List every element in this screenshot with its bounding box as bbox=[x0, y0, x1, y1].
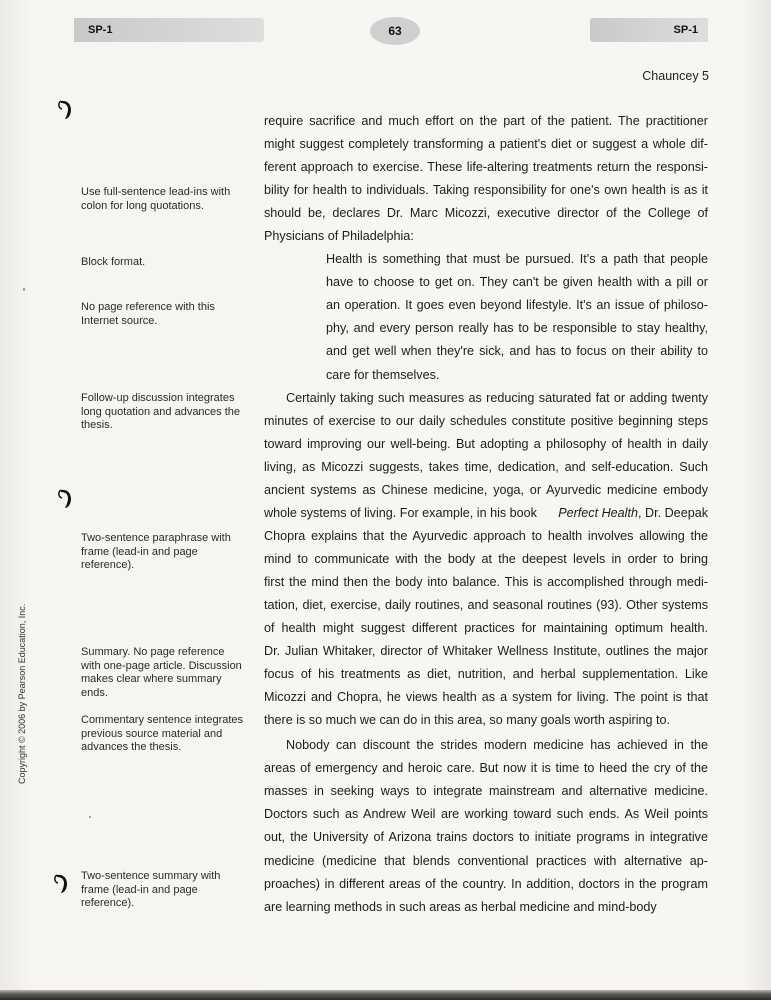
section-tab-left: SP-1 bbox=[74, 18, 264, 42]
body-text bbox=[264, 110, 708, 919]
pilcrow-icon bbox=[58, 100, 72, 120]
text-line: ancient systems as Chinese medicine, yoga, or Ayurvedic medicine embody bbox=[264, 482, 708, 497]
pilcrow-icon bbox=[58, 489, 72, 509]
text-line: minutes of exercise to our daily schedules constitute positive beginning steps bbox=[264, 413, 708, 428]
speck bbox=[23, 288, 25, 291]
section-tab-right: SP-1 bbox=[590, 18, 708, 42]
text-line: care for themselves. bbox=[326, 367, 440, 382]
margin-note-follow-up: Follow-up discussion integrates long quotation and advances the thesis. bbox=[81, 392, 241, 432]
text-line: are learning methods in such areas as herbal medicine and mind-body bbox=[264, 899, 657, 914]
text-line: toward improving our well-being. But adopting a philosophy of health in daily bbox=[264, 436, 708, 451]
text-line: masses in seeking ways to integrate mainstream and alternative medicine. bbox=[264, 784, 708, 799]
text-line: focus of his treatments as diet, nutrition, and herbal supplementation. Like bbox=[264, 667, 708, 682]
text-line: have to choose to get on. They can't be given health with a pill or bbox=[326, 275, 708, 290]
text-line: there is so much we can do in this area, so many goals worth aspiring to. bbox=[264, 713, 671, 728]
text-run bbox=[558, 502, 708, 525]
text-line: Physicians of Philadelphia: bbox=[264, 229, 414, 244]
text-run: , Dr. Deepak bbox=[638, 505, 708, 520]
text-line: first the mind then the body into balance. This is accomplished through medi- bbox=[264, 574, 708, 589]
paragraph bbox=[264, 110, 708, 248]
text-line: require sacrifice and much effort on the part of the patient. The practitioner bbox=[264, 114, 708, 128]
text-line: tation, diet, exercise, daily routines, and seasonal routines (93). Other systems bbox=[264, 597, 708, 612]
text-line: Dr. Julian Whitaker, director of Whitaker Wellness Institute, outlines the major bbox=[264, 644, 708, 659]
margin-note-paraphrase: Two-sentence paraphrase with frame (lead-in and page reference). bbox=[81, 532, 231, 572]
margin-note-lead-ins: Use full-sentence lead-ins with colon for long quotations. bbox=[81, 186, 231, 212]
text-line: areas of emergency and heroic care. But now it is time to heed the cry of the bbox=[264, 761, 708, 776]
text-line: ferent approach to exercise. These life-altering treatments return the responsi- bbox=[264, 160, 708, 175]
text-line: Nobody can discount the strides modern medicine has achieved in the bbox=[286, 738, 708, 753]
text-line: out, the University of Arizona trains doctors to initiate programs in integrative bbox=[264, 830, 708, 845]
paragraph bbox=[264, 734, 708, 918]
page-bottom-edge bbox=[0, 990, 771, 1000]
paragraph bbox=[264, 387, 708, 733]
text-line: Certainly taking such measures as reducing saturated fat or adding twenty bbox=[286, 390, 708, 405]
margin-note-commentary: Commentary sentence integrates previous source material and advances the thesis. bbox=[81, 714, 244, 754]
margin-note-block-format: Block format. bbox=[81, 256, 146, 268]
text-line bbox=[264, 502, 708, 525]
text-line: Health is something that must be pursued. It's a path that people bbox=[326, 252, 708, 267]
page-number-badge: 63 bbox=[370, 17, 420, 45]
book-title: Perfect Health bbox=[558, 505, 638, 520]
text-line: phy, and every person really has to be responsible to stay healthy, bbox=[326, 321, 708, 336]
text-line: of health might suggest different practices for maintaining optimum health. bbox=[264, 621, 708, 636]
text-line: living, as Micozzi suggests, takes time, dedication, and self-education. Such bbox=[264, 459, 708, 474]
margin-note-internet-source: No page reference with this Internet source. bbox=[81, 301, 215, 327]
text-line: might suggest completely transforming a patient's diet or suggest a whole dif- bbox=[264, 137, 708, 152]
text-run: whole systems of living. For example, in his book bbox=[264, 505, 537, 520]
text-line: Micozzi and Chopra, he views health as a system for living. The point is that bbox=[264, 690, 708, 705]
speck bbox=[89, 816, 91, 818]
text-line: and get well when they're sick, and has to focus on their ability to bbox=[326, 344, 708, 359]
running-head: Chauncey 5 bbox=[642, 69, 709, 83]
margin-note-summary: Summary. No page reference with one-page article. Discussion makes clear where summary ends. bbox=[81, 646, 242, 699]
pilcrow-icon bbox=[54, 874, 68, 894]
text-line: Doctors such as Andrew Weil are working toward such ends. As Weil points bbox=[264, 807, 708, 822]
copyright-notice: Copyright © 2006 by Pearson Education, Inc. bbox=[17, 603, 27, 784]
text-line: bility for health to individuals. Taking responsibility for one's own health is as it bbox=[264, 183, 708, 198]
text-line: proaches) in different areas of the country. In addition, doctors in the program bbox=[264, 876, 708, 891]
text-line: medicine (medicine that blends conventional practices with alternative ap- bbox=[264, 853, 708, 868]
margin-note-two-sentence-summary: Two-sentence summary with frame (lead-in and page reference). bbox=[81, 870, 221, 910]
text-line: an operation. It goes even beyond lifestyle. It's an issue of philoso- bbox=[326, 298, 708, 313]
block-quotation bbox=[326, 248, 708, 386]
text-line: should be, declares Dr. Marc Micozzi, executive director of the College of bbox=[264, 206, 708, 221]
text-line: Chopra explains that the Ayurvedic approach to health involves allowing the bbox=[264, 528, 708, 543]
text-line: mind to communicate with the body at the deepest levels in order to bring bbox=[264, 551, 708, 566]
